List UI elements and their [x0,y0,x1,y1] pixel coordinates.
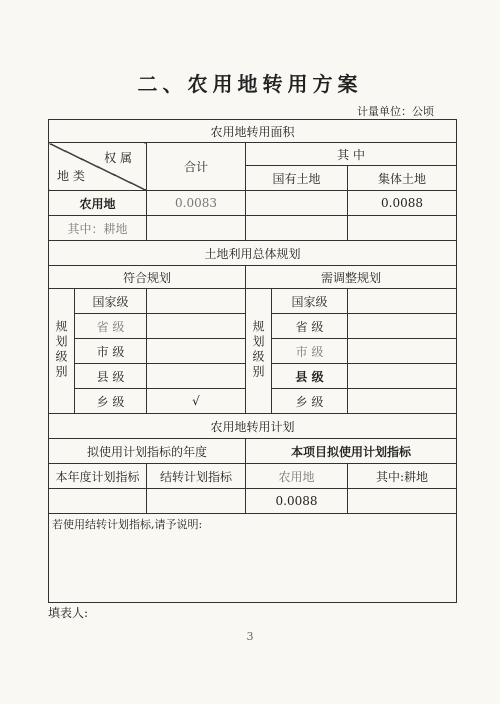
filler-signature-label: 填表人: [48,606,89,620]
level-label-left: 乡 级 [75,389,147,414]
carryover-quota-header: 结转计划指标 [147,464,246,489]
section-header-conversion-plan: 农用地转用计划 [49,414,457,439]
plan-year-header: 拟使用计划指标的年度 [49,439,246,464]
section-header-land-plan: 土地利用总体规划 [49,241,457,266]
farmland-total-value: 0.0083 [147,191,246,216]
land-type-label: 地 类 [57,169,85,183]
carryover-quota-value [147,489,246,514]
farmland-row-label: 农用地 [49,191,147,216]
page-number: 3 [246,630,254,643]
collective-land-header: 集体土地 [348,166,457,191]
page-title: 二、农用地转用方案 [137,72,363,96]
plan-level-group-left: 规划级别 [49,289,75,414]
project-quota-header: 本项目拟使用计划指标 [246,439,457,464]
needs-adjust-plan-header: 需调整规划 [246,266,457,289]
conversion-plan-table [48,119,457,603]
ownership-label: 权 属 [104,151,132,165]
measurement-unit: 计量单位：公顷 [357,105,434,118]
total-header: 合计 [147,143,246,191]
cultivated-collective-value [348,216,457,241]
farmland-state-value [246,191,348,216]
section-header-conversion-area: 农用地转用面积 [49,120,457,143]
conforms-plan-header: 符合规划 [49,266,246,289]
level-label-left: 省 级 [75,314,147,339]
level-label-left: 县 级 [75,364,147,389]
annual-quota-value [49,489,147,514]
quota-cultivated-value [348,489,457,514]
quota-farmland-value: 0.0088 [246,489,348,514]
cultivated-row-label: 其中：耕地 [49,216,147,241]
farmland-collective-value: 0.0088 [348,191,457,216]
level-value-left [147,339,246,364]
cultivated-total-value [147,216,246,241]
level-label-left: 国家级 [75,289,147,314]
diagonal-header-cell [49,143,147,191]
level-label-right: 省 级 [272,314,348,339]
level-value-left [147,364,246,389]
level-value-left: √ [147,389,246,414]
carryover-note-label: 若使用结转计划指标,请予说明: [52,518,203,531]
level-value-right [348,289,457,314]
level-label-right: 市 级 [272,339,348,364]
quota-cultivated-header: 其中:耕地 [348,464,457,489]
state-land-header: 国有土地 [246,166,348,191]
level-value-right [348,364,457,389]
plan-level-group-right: 规划级别 [246,289,272,414]
level-label-left: 市 级 [75,339,147,364]
annual-quota-header: 本年度计划指标 [49,464,147,489]
carryover-note-cell [49,514,457,603]
level-value-right [348,314,457,339]
level-label-right: 乡 级 [272,389,348,414]
level-value-right [348,389,457,414]
level-label-right: 国家级 [272,289,348,314]
cultivated-state-value [246,216,348,241]
level-value-left [147,289,246,314]
level-value-left [147,314,246,339]
level-value-right [348,339,457,364]
among-header: 其 中 [246,143,457,166]
level-label-right: 县 级 [272,364,348,389]
quota-farmland-header: 农用地 [246,464,348,489]
